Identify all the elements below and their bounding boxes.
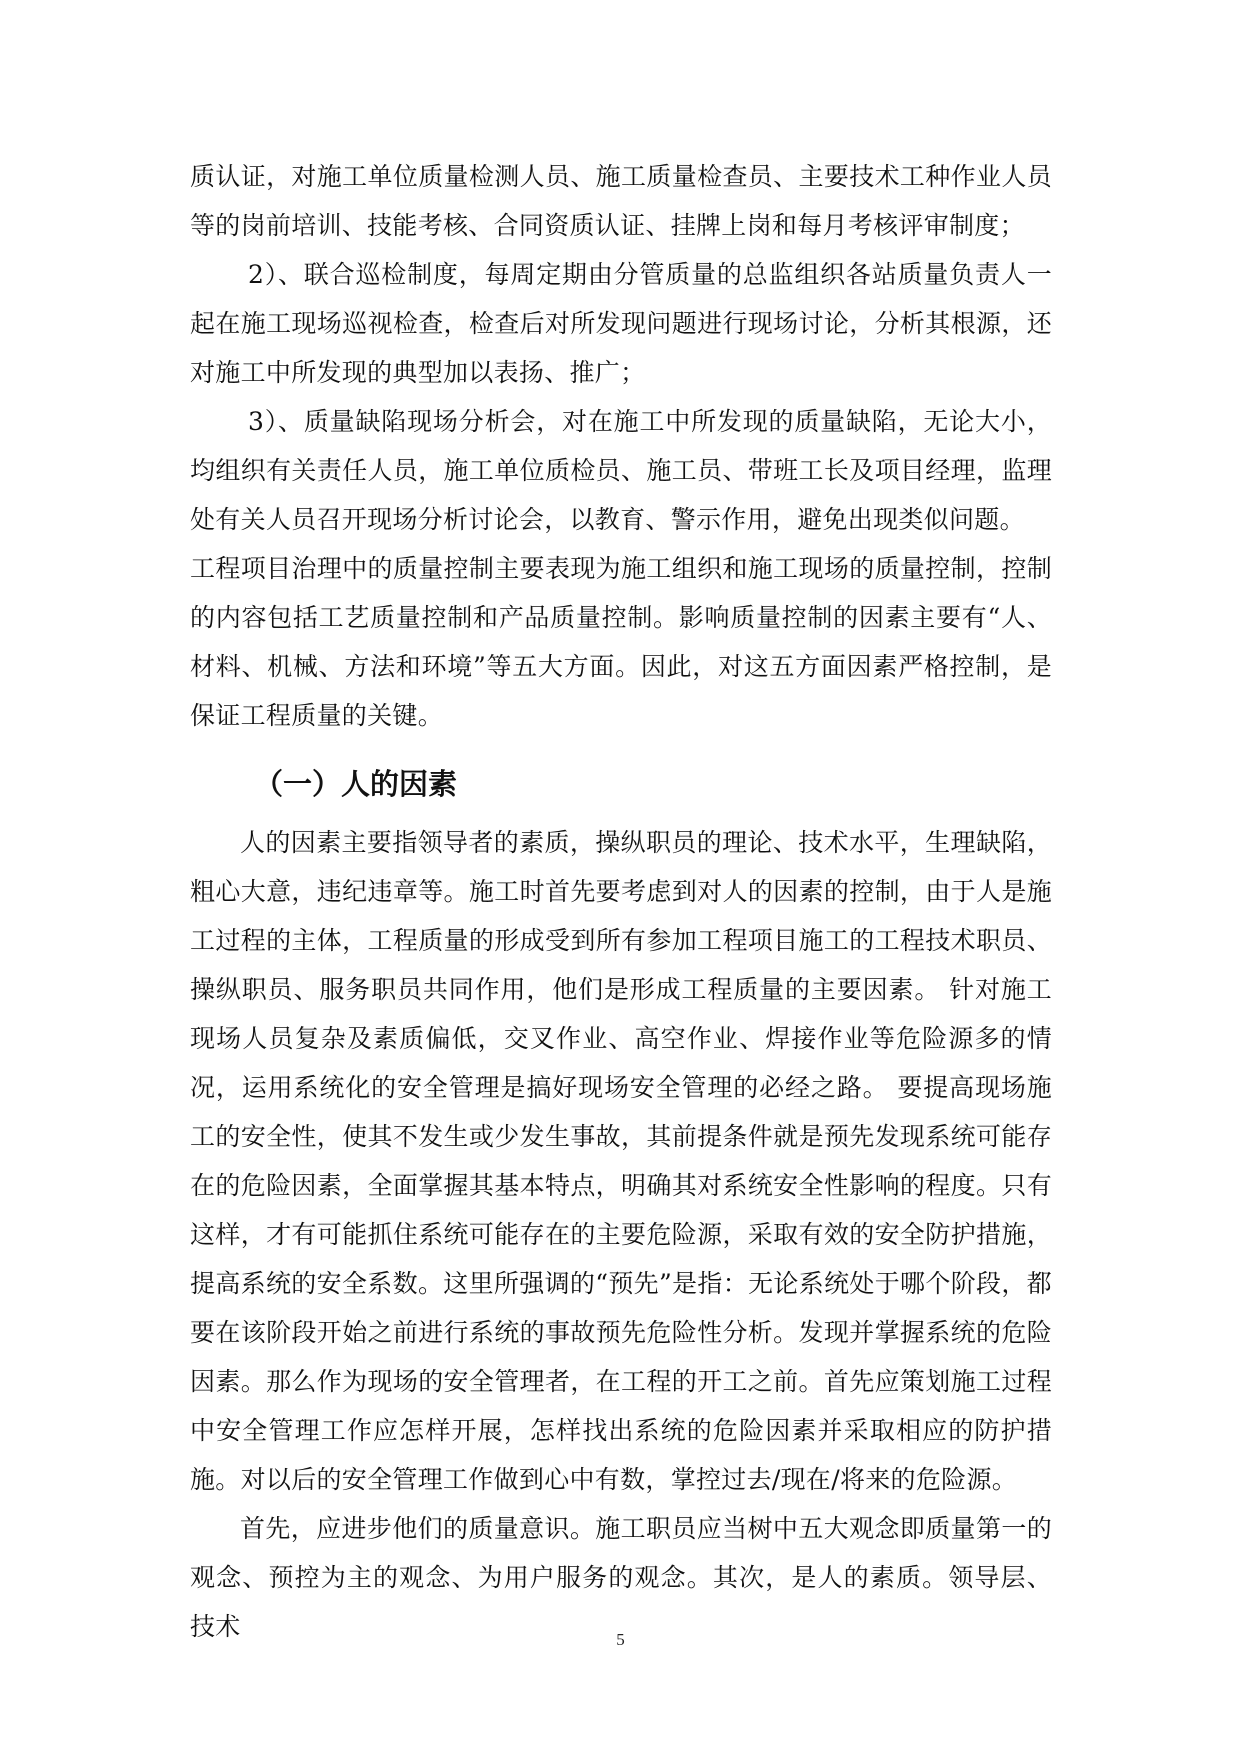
paragraph-defect-analysis: 3）、质量缺陷现场分析会，对在施工中所发现的质量缺陷，无论大小，均组织有关责任人员，施工单位质检员、施工员、带班工长及项目经理，监理处有关人员召开现场分析讨论会，以教育、警示作用，避免出现类似问题。 (190, 407, 1052, 534)
paragraph-quality-control: 工程项目治理中的质量控制主要表现为施工组织和施工现场的质量控制，控制的内容包括工艺质量控制和产品质量控制。影响质量控制的因素主要有“人、材料、机械、方法和环境”等五大方面。因此，对这五方面因素严格控制，是保证工程质量的关键。 (190, 554, 1052, 730)
paragraph-human-factors: 人的因素主要指领导者的素质，操纵职员的理论、技术水平，生理缺陷，粗心大意，违纪违章等。施工时首先要考虑到对人的因素的控制，由于人是施 工过程的主体，工程质量的形成受到所有参加工程项目施工的工程技术职员、操纵职员、服务职员共同作用，他们是形成工程质量的主要因素。 针对施工现场人员复杂及素质偏低，交叉作业、高空作业、焊接作业等危险源多的情况，运用系统化的安全管理是搞好现场安全管理的必经之路。 要提高现场施工的安全性，使其不发生或少发生事故，其前提条件就是预先发现系统可能存在的危险因素，全面掌握其基本特点，明确其对系统安全性影响的程度。只有这样，才有可能抓住系统可能存在的主要危险源，采取有效的安全防护措施，提高系统的安全系数。这里所强调的“预先”是指：无论系统处于哪个阶段，都要在该阶段开始之前进行系统的事故预先危险性分析。发现并掌握系统的危险因素。那么作为现场的安全管理者，在工程的开工之前。首先应策划施工过程中安全管理工作应怎样开展，怎样找出系统的危险因素并采取相应的防护措施。对以后的安全管理工作做到心中有数，掌控过去/现在/将来的危险源。 (190, 828, 1052, 1494)
paragraph-quality-awareness: 首先，应进步他们的质量意识。施工职员应当树中五大观念即质量第一的观念、预控为主的观念、为用户服务的观念。其次，是人的素质。领导层、 技术 (190, 1514, 1052, 1641)
document-body (190, 152, 1052, 1651)
section-heading: （一）人的因素 (254, 767, 458, 801)
paragraph-qualification: 质认证，对施工单位质量检测人员、施工质量检查员、主要技术工种作业人员等的岗前培训、技能考核、合同资质认证、挂牌上岗和每月考核评审制度； (190, 162, 1052, 240)
page-number: 5 (616, 1630, 625, 1649)
paragraph-joint-inspection: 2）、联合巡检制度，每周定期由分管质量的总监组织各站质量负责人一起在施工现场巡视检查，检查后对所发现问题进行现场讨论，分析其根源，还对施工中所发现的典型加以表扬、推广； (190, 260, 1052, 387)
